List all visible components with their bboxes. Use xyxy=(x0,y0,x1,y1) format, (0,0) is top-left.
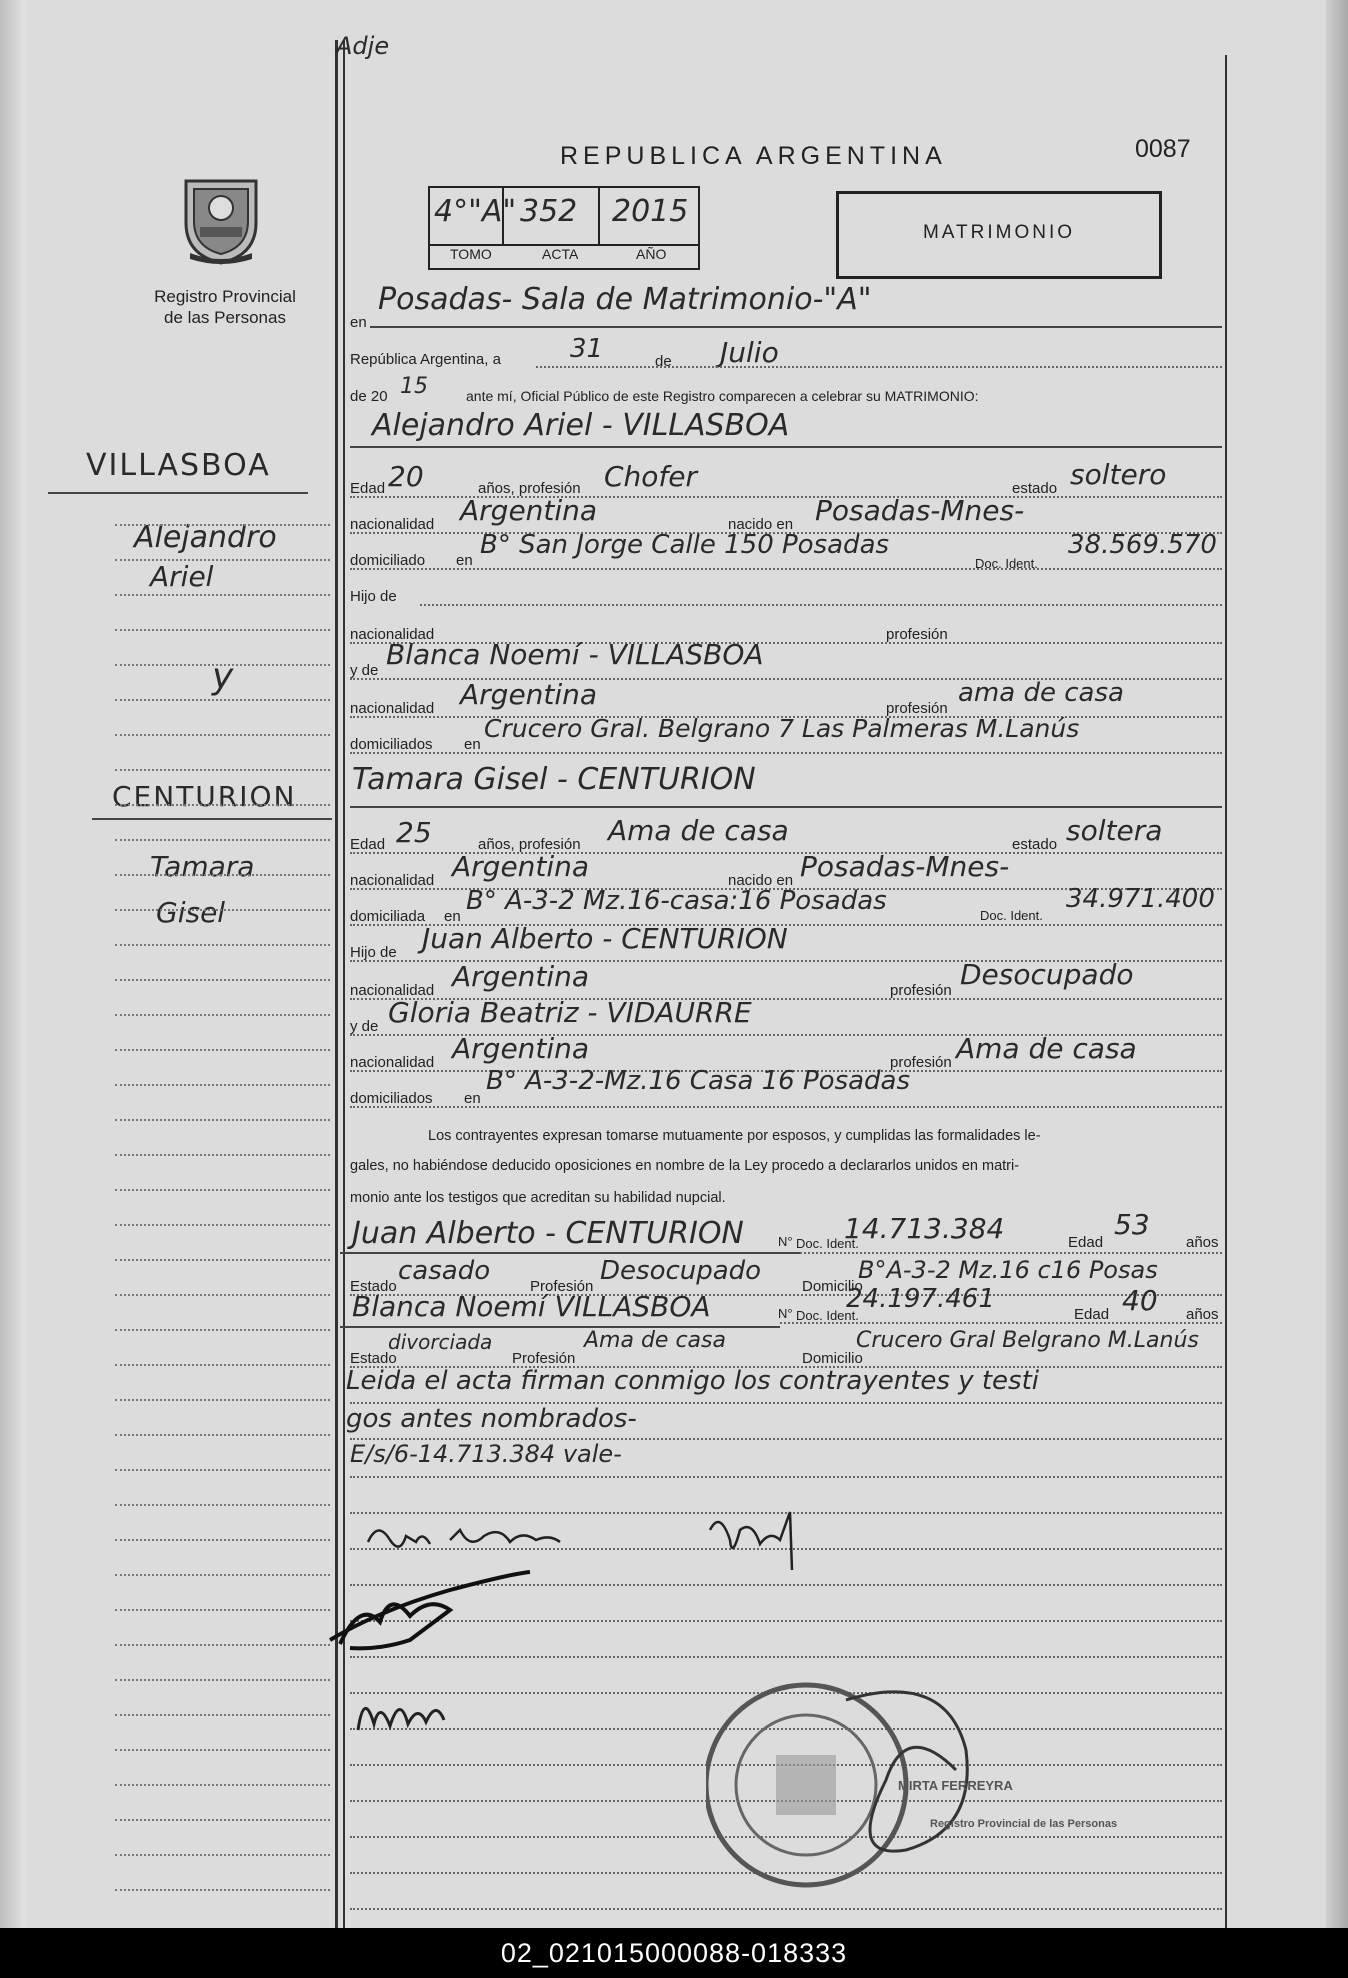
entry-novia-padre-nac: Argentina xyxy=(452,960,590,993)
margin-ruled-line xyxy=(115,1504,330,1506)
entry-dia: 31 xyxy=(570,334,604,364)
entry-novia-nac: Argentina xyxy=(452,850,590,883)
stamp-official-role: Registro Provincial de las Personas xyxy=(930,1818,1118,1830)
label-nacionalidad-4: nacionalidad xyxy=(350,872,435,889)
label-ante: ante mí, Oficial Público de este Registro comparecen a celebrar su MATRIMONIO: xyxy=(466,388,979,404)
label-en-dom-3: en xyxy=(444,908,461,925)
entry-novia-estado: soltera xyxy=(1066,814,1163,847)
label-nacionalidad-1: nacionalidad xyxy=(350,516,435,533)
tomo-value: 4°"A" xyxy=(434,194,517,229)
stamp-official-name: MIRTA FERREYRA xyxy=(898,1778,1013,1793)
margin-ruled-line xyxy=(115,1749,330,1751)
margin-ruled-line xyxy=(115,1644,330,1646)
entry-cierre-2: gos antes nombrados- xyxy=(346,1404,637,1434)
label-edad-2: Edad xyxy=(350,836,386,853)
margin-ruled-line xyxy=(115,1714,330,1716)
scan-id-footer: 02_021015000088-018333 xyxy=(0,1928,1348,1978)
label-doc-t2: Doc. Ident. xyxy=(796,1308,859,1323)
entry-testigo1-edad: 53 xyxy=(1114,1208,1150,1241)
margin-ruled-line xyxy=(115,1434,330,1436)
para-line-1: Los contrayentes expresan tomarse mutuamente por esposos, y cumplidas las formalidades le- xyxy=(428,1128,1041,1144)
entry-novio-prof: Chofer xyxy=(604,460,698,493)
acta-value: 352 xyxy=(520,194,578,229)
entry-novia-madre: Gloria Beatriz - VIDAURRE xyxy=(388,996,752,1029)
signature-ruled-line xyxy=(350,1476,1222,1478)
act-number: 0087 xyxy=(1135,135,1191,163)
margin-ruled-line xyxy=(115,1189,330,1191)
label-profesion-3: profesión xyxy=(890,982,952,999)
entry-novio-nacido: Posadas-Mnes- xyxy=(815,494,1025,527)
para-line-3: monio ante los testigos que acreditan su habilidad nupcial. xyxy=(350,1190,726,1206)
registry-name xyxy=(120,286,330,328)
label-prof-t1: Profesión xyxy=(530,1278,594,1295)
margin-given-2a: Tamara xyxy=(150,850,255,883)
entry-novio-madre-dom: Crucero Gral. Belgrano 7 Las Palmeras M.Lanús xyxy=(484,714,1080,743)
margin-ruled-line xyxy=(115,1574,330,1576)
entry-testigo2-doc: 24.197.461 xyxy=(846,1284,995,1314)
label-y-de-2: y de xyxy=(350,1018,379,1035)
entry-novia-madre-prof: Ama de casa xyxy=(956,1032,1137,1065)
entry-lugar: Posadas- Sala de Matrimonio-"A" xyxy=(378,282,872,317)
margin-ruled-line xyxy=(115,1889,330,1891)
tomo-label: TOMO xyxy=(450,246,492,262)
label-republica: República Argentina, a xyxy=(350,351,501,368)
label-en: en xyxy=(350,314,367,331)
label-anios-prof-1: años, profesión xyxy=(478,480,581,497)
margin-ruled-line xyxy=(115,804,330,806)
margin-given-1b: Ariel xyxy=(150,560,214,593)
top-mark: Adje xyxy=(336,32,390,60)
margin-ruled-line xyxy=(115,1259,330,1261)
entry-testigo1-prof: Desocupado xyxy=(600,1256,762,1286)
label-nacionalidad-6: nacionalidad xyxy=(350,1054,435,1071)
entry-cierre-3: E/s/6-14.713.384 vale- xyxy=(350,1440,622,1468)
margin-ruled-line xyxy=(115,699,330,701)
margin-ruled-line xyxy=(115,1364,330,1366)
label-domiciliados-1: domiciliados xyxy=(350,736,433,753)
label-edad-1: Edad xyxy=(350,480,386,497)
label-dom-t1: Domicilio xyxy=(802,1278,863,1295)
margin-ruled-line xyxy=(115,769,330,771)
margin-ruled-line xyxy=(115,1539,330,1541)
label-y-de-1: y de xyxy=(350,662,379,679)
entry-testigo2: Blanca Noemí VILLASBOA xyxy=(352,1290,711,1323)
page-title: REPUBLICA ARGENTINA xyxy=(560,142,947,170)
label-estado-1: estado xyxy=(1012,480,1058,497)
label-anios-prof-2: años, profesión xyxy=(478,836,581,853)
margin-and: y xyxy=(212,656,234,697)
label-profesion-2: profesión xyxy=(886,700,948,717)
entry-testigo2-dom: Crucero Gral Belgrano M.Lanús xyxy=(856,1328,1199,1353)
provincial-shield-logo xyxy=(176,173,266,265)
entry-testigo1-estado: casado xyxy=(398,1256,491,1286)
label-doc-1: Doc. Ident. xyxy=(975,556,1038,571)
margin-ruled-line xyxy=(115,524,330,526)
margin-ruled-line xyxy=(115,979,330,981)
label-nacionalidad-5: nacionalidad xyxy=(350,982,435,999)
margin-given-2b: Gisel xyxy=(156,896,226,929)
entry-testigo2-estado: divorciada xyxy=(388,1330,493,1354)
label-nacido-1: nacido en xyxy=(728,516,794,533)
label-domiciliada: domiciliada xyxy=(350,908,426,925)
entry-novia-doc: 34.971.400 xyxy=(1066,884,1215,914)
entry-novio: Alejandro Ariel - VILLASBOA xyxy=(372,408,790,443)
label-estado-2: estado xyxy=(1012,836,1058,853)
margin-ruled-line xyxy=(115,664,330,666)
label-hijo-de-2: Hijo de xyxy=(350,944,397,961)
label-de-mes: de xyxy=(655,353,672,370)
entry-testigo1-doc: 14.713.384 xyxy=(844,1212,1005,1245)
margin-ruled-line xyxy=(115,839,330,841)
margin-ruled-line xyxy=(115,1609,330,1611)
acta-label: ACTA xyxy=(542,246,579,262)
label-profesion-4: profesión xyxy=(890,1054,952,1071)
entry-cierre-1: Leida el acta firman conmigo los contrayentes y testi xyxy=(346,1366,1040,1396)
margin-ruled-line xyxy=(115,1854,330,1856)
label-edad-t1: Edad xyxy=(1068,1234,1104,1251)
entry-novia-prof: Ama de casa xyxy=(608,814,789,847)
entry-testigo1-dom: B°A-3-2 Mz.16 c16 Posas xyxy=(858,1256,1158,1284)
entry-novio-nac: Argentina xyxy=(460,494,598,527)
entry-novio-dom: B° San Jorge Calle 150 Posadas xyxy=(480,530,890,560)
label-hijo-de-1: Hijo de xyxy=(350,588,397,605)
margin-ruled-line xyxy=(115,1154,330,1156)
entry-novia-nacido: Posadas-Mnes- xyxy=(800,850,1010,883)
binding-edge xyxy=(0,0,26,1928)
margin-surname-2: CENTURION xyxy=(112,780,297,813)
entry-novio-edad: 20 xyxy=(388,460,424,493)
label-anios-t1: años xyxy=(1186,1234,1219,1251)
margin-ruled-line xyxy=(115,1329,330,1331)
label-nacionalidad-2: nacionalidad xyxy=(350,626,435,643)
label-nacido-2: nacido en xyxy=(728,872,794,889)
margin-ruled-line xyxy=(115,874,330,876)
entry-novia-madre-nac: Argentina xyxy=(452,1032,590,1065)
margin-ruled-line xyxy=(115,1679,330,1681)
label-domiciliados-2: domiciliados xyxy=(350,1090,433,1107)
margin-ruled-line xyxy=(115,1014,330,1016)
entry-novio-estado: soltero xyxy=(1070,458,1167,491)
margin-ruled-line xyxy=(115,944,330,946)
signature-ruled-line xyxy=(350,1908,1222,1910)
entry-novia-padre: Juan Alberto - CENTURION xyxy=(422,922,788,955)
entry-novia-padre-prof: Desocupado xyxy=(960,958,1134,991)
margin-ruled-line xyxy=(115,559,330,561)
label-edad-t2: Edad xyxy=(1074,1306,1110,1323)
entry-anio: 15 xyxy=(400,374,428,399)
label-prof-t2: Profesión xyxy=(512,1350,576,1367)
label-nacionalidad-3: nacionalidad xyxy=(350,700,435,717)
label-de20: de 20 xyxy=(350,388,388,405)
entry-mes: Julio xyxy=(720,336,779,369)
label-n-t1: N° xyxy=(778,1234,793,1249)
label-doc-t1: Doc. Ident. xyxy=(796,1236,859,1251)
tomo-acta-anio-box xyxy=(428,186,700,270)
entry-novio-madre-prof: ama de casa xyxy=(958,678,1124,708)
label-anios-t2: años xyxy=(1186,1306,1219,1323)
margin-ruled-line xyxy=(115,1469,330,1471)
label-dom-t2: Domicilio xyxy=(802,1350,863,1367)
registry-line-2: de las Personas xyxy=(164,308,286,327)
margin-ruled-line xyxy=(115,1294,330,1296)
anio-label: AÑO xyxy=(636,246,667,262)
margin-ruled-line xyxy=(115,629,330,631)
margin-ruled-line xyxy=(115,594,330,596)
label-profesion-1: profesión xyxy=(886,626,948,643)
entry-novia-edad: 25 xyxy=(396,816,432,849)
label-domiciliado: domiciliado xyxy=(350,552,426,569)
margin-ruled-line xyxy=(115,1224,330,1226)
margin-ruled-line xyxy=(115,1784,330,1786)
entry-novia-madre-dom: B° A-3-2-Mz.16 Casa 16 Posadas xyxy=(486,1066,911,1096)
label-doc-2: Doc. Ident. xyxy=(980,908,1043,923)
signature-testigo-1 xyxy=(320,1560,560,1670)
margin-ruled-line xyxy=(115,1119,330,1121)
anio-value: 2015 xyxy=(612,194,689,229)
margin-ruled-line xyxy=(115,1084,330,1086)
label-en-dom-1: en xyxy=(456,552,473,569)
entry-novio-doc: 38.569.570 xyxy=(1068,530,1217,560)
signature-testigo-2 xyxy=(350,1680,470,1740)
right-margin-rule xyxy=(1225,55,1227,1928)
entry-novio-madre: Blanca Noemí - VILLASBOA xyxy=(386,638,764,671)
document-type: MATRIMONIO xyxy=(922,222,1076,243)
registry-line-1: Registro Provincial xyxy=(154,287,296,306)
entry-testigo2-prof: Ama de casa xyxy=(584,1328,726,1353)
label-estado-t2: Estado xyxy=(350,1350,397,1367)
entry-novio-madre-nac: Argentina xyxy=(460,678,598,711)
page-right-edge xyxy=(1326,0,1348,1928)
margin-ruled-line xyxy=(115,1399,330,1401)
margin-ruled-line xyxy=(115,1049,330,1051)
margin-surname-1: VILLASBOA xyxy=(86,448,271,483)
label-n-t2: N° xyxy=(778,1306,793,1321)
label-en-dom-2: en xyxy=(464,736,481,753)
entry-novia: Tamara Gisel - CENTURION xyxy=(352,762,756,797)
document-type-box xyxy=(836,191,1162,279)
para-line-2: gales, no habiéndose deducido oposiciones en nombre de la Ley procedo a declararlos unidos en matri- xyxy=(350,1158,1020,1174)
entry-testigo2-edad: 40 xyxy=(1122,1284,1158,1317)
margin-given-1a: Alejandro xyxy=(134,520,277,555)
entry-testigo1: Juan Alberto - CENTURION xyxy=(352,1216,744,1251)
margin-ruled-line xyxy=(115,734,330,736)
margin-ruled-line xyxy=(115,909,330,911)
label-en-dom-4: en xyxy=(464,1090,481,1107)
label-estado-t1: Estado xyxy=(350,1278,397,1295)
margin-ruled-line xyxy=(115,1819,330,1821)
entry-novia-dom: B° A-3-2 Mz.16-casa:16 Posadas xyxy=(466,886,887,916)
